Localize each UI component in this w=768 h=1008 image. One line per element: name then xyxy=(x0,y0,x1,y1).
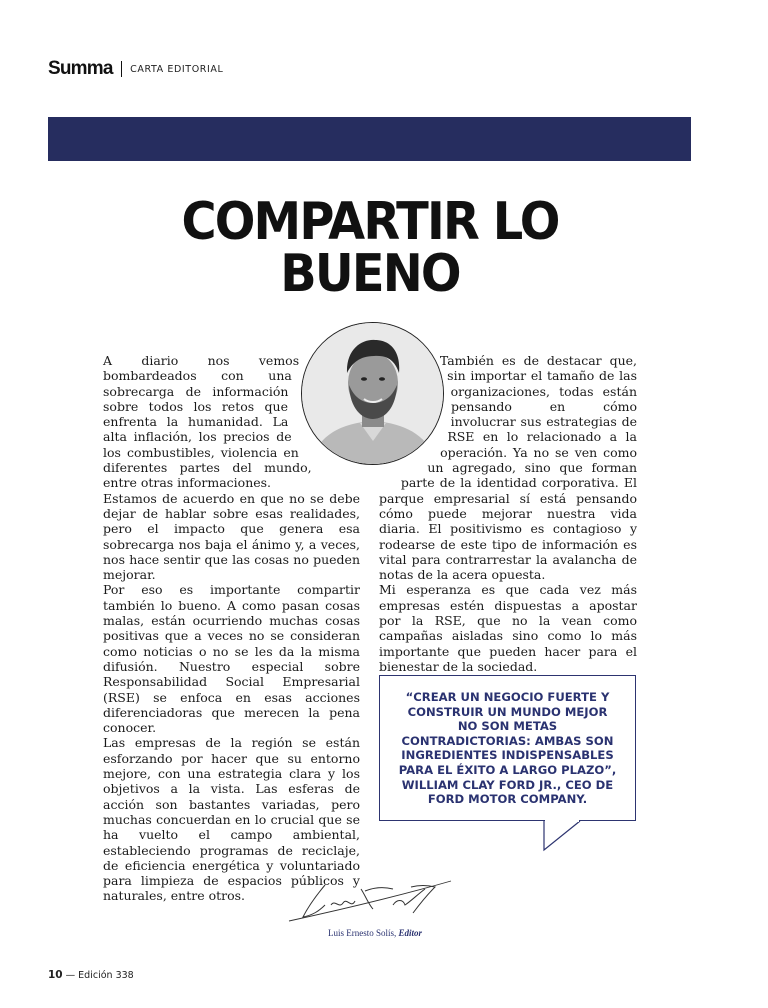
page-number: 10 xyxy=(48,969,63,981)
header-divider xyxy=(121,61,123,77)
speech-bubble-tail xyxy=(542,820,582,852)
brand-logo: Summa xyxy=(48,58,113,79)
pull-quote-text: “CREAR UN NEGOCIO FUERTE Y CONSTRUIR UN MUNDO MEJOR NO SON METAS CONTRADICTORIAS: AMBAS SON INGREDIENTES INDISPENSABLES PARA EL ÉXITO A LARGO PLAZO”, WILLIAM CLAY FORD JR., CEO DE FORD MOTOR COMPANY. xyxy=(398,690,617,807)
article-title: COMPARTIR LO BUENO xyxy=(181,192,559,304)
body-paragraph: Mi esperanza es que cada vez más empresas estén dispuestas a apostar por la RSE, que no la vean como campañas aisladas sino como lo más importante que pueden hacer para el bienestar de la sociedad. xyxy=(379,582,637,674)
page-footer xyxy=(48,969,134,981)
body-paragraph: Las empresas de la región se están esforzando por hacer que su entorno mejore, con una estrategia clara y los objetivos a la vista. Las esferas de acción son bastantes variadas, pero muchas concuerdan en lo crucial que se ha vuelto el campo ambiental, estableciendo programas de reciclaje, de eficiencia energética y voluntariado para limpieza de espacios públicos y naturales, entre otros. xyxy=(103,735,360,904)
body-paragraph: Por eso es importante compartir también lo bueno. A como pasan cosas malas, están ocurriendo muchas cosas positivas que a veces no se consideran como noticias o no se les da la misma difusión. Nuestro especial sobre Responsabilidad Social Empresarial (RSE) se enfoca en esas acciones diferenciadoras que merecen la pena conocer. xyxy=(103,582,360,736)
article-column-left xyxy=(103,353,360,904)
section-label: CARTA EDITORIAL xyxy=(130,63,224,75)
page-header xyxy=(48,58,223,80)
header-color-band xyxy=(48,117,691,161)
body-paragraph: A diario nos vemos bombardeados con una sobrecarga de información sobre todos los retos que enfrenta la humanidad. La alta inflación, los precios de los combustibles, violencia en diferentes partes del mundo, entre otras informaciones. xyxy=(103,353,312,491)
pull-quote-box xyxy=(379,675,636,821)
edition-label: — Edición 338 xyxy=(65,970,134,981)
article-column-right xyxy=(379,353,637,674)
body-paragraph: También es de destacar que, sin importar el tamaño de las organizaciones, todas están pensando en cómo involucrar sus estrategias de RSE en lo relacionado a la operación. Ya no se ven como un agregado, sino que forman parte de la identidad corporativa. El parque empresarial sí está pensando cómo puede mejorar nuestra vida diaria. El positivismo es contagioso y rodearse de este tipo de información es vital para contrarrestar la avalancha de notas de la acera opuesta. xyxy=(379,353,637,583)
editor-role: Editor xyxy=(398,928,423,938)
body-paragraph: Estamos de acuerdo en que no se debe dejar de hablar sobre esas realidades, pero el impacto que genera esa sobrecarga nos baja el ánimo y, a veces, nos hace sentir que las cosas no pueden mejorar. xyxy=(103,490,360,583)
signature-caption xyxy=(290,928,460,938)
editor-name: Luis Ernesto Solís, xyxy=(327,928,397,938)
handwritten-signature xyxy=(285,875,455,927)
